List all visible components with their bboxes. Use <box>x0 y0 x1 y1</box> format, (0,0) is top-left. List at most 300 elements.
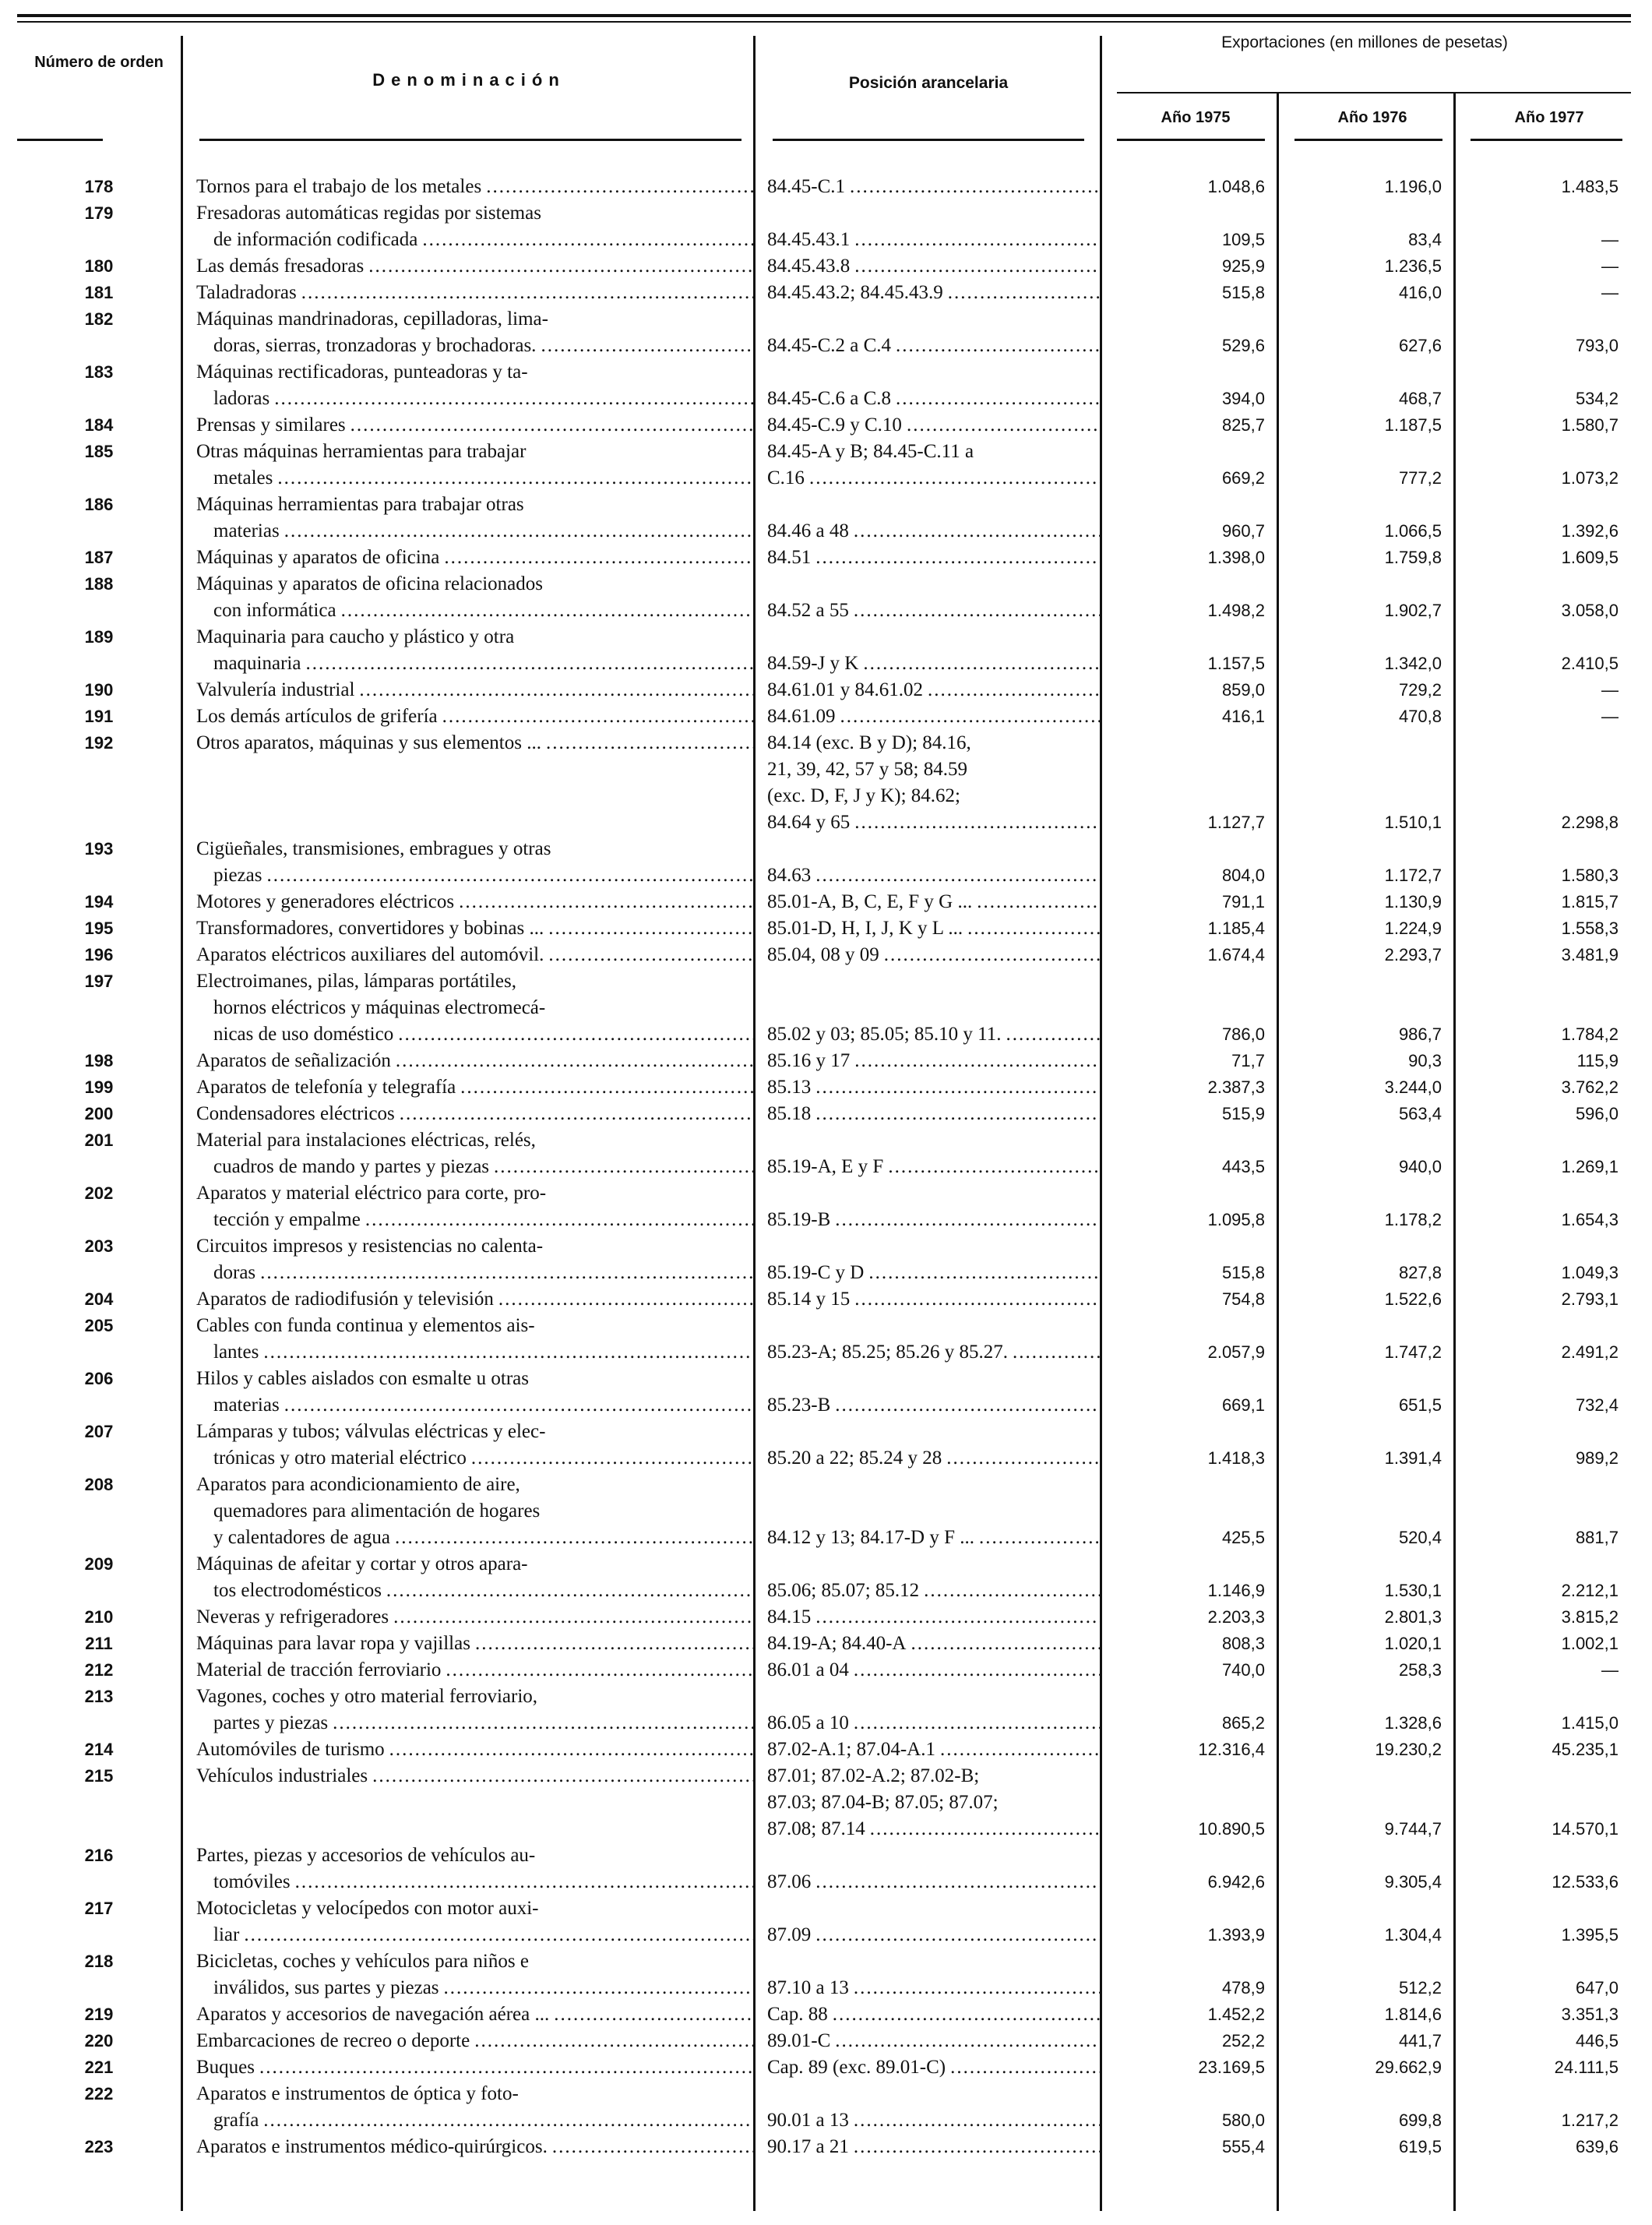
value-cell <box>1277 836 1453 889</box>
value-1976: 651,5 <box>1398 1395 1442 1415</box>
value-cell <box>1277 730 1453 836</box>
top-rule-thin <box>17 21 1631 23</box>
table-row <box>17 1180 1631 1233</box>
table-row <box>17 412 1631 439</box>
row-number: 220 <box>84 2031 114 2050</box>
value-1975: 669,1 <box>1221 1395 1265 1415</box>
posicion-line: 85.01-D, H, I, J, K y L ... <box>767 918 963 939</box>
row-denominacion <box>181 412 753 439</box>
denominacion-line: Aparatos de radiodifusión y televisión <box>196 1289 494 1310</box>
value-1977: 1.558,3 <box>1561 919 1619 938</box>
row-posicion <box>753 280 1100 306</box>
row-number: 184 <box>84 415 114 435</box>
row-number: 216 <box>84 1846 114 1865</box>
dot-leader <box>365 1207 753 1233</box>
row-posicion <box>753 2054 1100 2081</box>
value-1977: 2.793,1 <box>1561 1289 1619 1309</box>
row-posicion <box>753 1551 1100 1604</box>
value-cell <box>1100 2028 1277 2054</box>
row-posicion <box>753 1895 1100 1948</box>
dot-leader <box>277 465 753 492</box>
dot-leader <box>950 2054 1100 2081</box>
spacer <box>767 836 1100 862</box>
value-1976: 699,8 <box>1398 2110 1442 2130</box>
denominacion-line: Máquinas mandrinadoras, cepilladoras, lima- <box>196 309 548 330</box>
value-cell <box>1100 1551 1277 1604</box>
value-cell <box>1277 412 1453 439</box>
denominacion-line: Prensas y similares <box>196 414 346 435</box>
row-posicion <box>753 1366 1100 1419</box>
value-1975: 394,0 <box>1221 389 1265 408</box>
denominacion-line: materias <box>213 1395 280 1416</box>
value-cell <box>1453 1737 1630 1763</box>
spacer <box>767 1551 1100 1578</box>
value-1975: 6.942,6 <box>1207 1872 1265 1892</box>
year-1976-header: Año 1976 <box>1337 109 1407 126</box>
row-denominacion <box>181 492 753 545</box>
value-cell <box>1277 915 1453 942</box>
row-number: 193 <box>84 839 114 859</box>
denominacion-line: Embarcaciones de recreo o deporte <box>196 2030 470 2051</box>
value-cell <box>1100 1048 1277 1074</box>
value-cell <box>1100 2081 1277 2134</box>
row-denominacion <box>181 2081 753 2134</box>
value-1976: 1.304,4 <box>1384 1925 1442 1945</box>
dot-leader <box>854 1048 1100 1074</box>
value-cell <box>1277 1180 1453 1233</box>
value-1977: 3.762,2 <box>1561 1077 1619 1097</box>
table-row <box>17 1233 1631 1286</box>
denominacion-line: tección y empalme <box>213 1209 361 1230</box>
dot-leader <box>863 651 1100 677</box>
denominacion-line: cuadros de mando y partes y piezas <box>213 1156 490 1177</box>
value-1975: 960,7 <box>1221 521 1265 541</box>
value-1975: 791,1 <box>1221 892 1265 912</box>
value-1975: 925,9 <box>1221 256 1265 276</box>
value-1976: 1.510,1 <box>1384 813 1442 832</box>
table-row <box>17 571 1631 624</box>
row-posicion <box>753 1127 1100 1180</box>
value-cell <box>1277 1842 1453 1895</box>
dot-leader <box>854 2107 1100 2134</box>
value-1975: 10.890,5 <box>1198 1819 1265 1839</box>
row-posicion <box>753 1657 1100 1684</box>
year-1977-header: Año 1977 <box>1514 109 1584 126</box>
value-1977: 732,4 <box>1575 1395 1619 1415</box>
dot-leader <box>422 227 753 253</box>
posicion-line: 87.03; 87.04-B; 87.05; 87.07; <box>767 1792 999 1813</box>
value-cell <box>1277 1657 1453 1684</box>
row-number: 182 <box>84 309 114 329</box>
value-cell <box>1277 200 1453 253</box>
value-cell <box>1100 942 1277 968</box>
dot-leader <box>854 598 1100 624</box>
spacer <box>767 306 1100 333</box>
value-1977: — <box>1601 256 1619 276</box>
table-row <box>17 1127 1631 1180</box>
spacer <box>767 624 1100 651</box>
value-1977: 1.784,2 <box>1561 1024 1619 1044</box>
spacer <box>767 1366 1100 1392</box>
posicion-line: 85.19-B <box>767 1209 831 1230</box>
denominacion-line: Vehículos industriales <box>196 1765 368 1786</box>
row-number: 192 <box>84 733 114 753</box>
dot-leader <box>386 1578 753 1604</box>
value-cell <box>1100 1233 1277 1286</box>
spacer <box>767 2081 1100 2107</box>
value-1975: 786,0 <box>1221 1024 1265 1044</box>
value-cell <box>1453 1895 1630 1948</box>
denominacion-line: con informática <box>213 600 336 621</box>
row-posicion <box>753 492 1100 545</box>
value-1976: 1.814,6 <box>1384 2005 1442 2024</box>
table-row <box>17 677 1631 703</box>
value-cell <box>1277 306 1453 359</box>
value-cell <box>1277 1048 1453 1074</box>
dot-leader <box>815 862 1100 889</box>
value-cell <box>1277 439 1453 492</box>
posicion-line: Cap. 89 (exc. 89.01-C) <box>767 2057 946 2078</box>
row-number: 201 <box>84 1130 114 1150</box>
value-1976: 441,7 <box>1398 2031 1442 2050</box>
table-row <box>17 1286 1631 1313</box>
value-1976: 9.305,4 <box>1384 1872 1442 1892</box>
denominacion-line: Taladradoras <box>196 282 297 303</box>
row-posicion <box>753 253 1100 280</box>
value-1977: 1.073,2 <box>1561 468 1619 488</box>
posicion-line: 84.45.43.2; 84.45.43.9 <box>767 282 943 303</box>
row-number: 217 <box>84 1899 114 1918</box>
value-cell <box>1453 1684 1630 1737</box>
value-1976: 9.744,7 <box>1384 1819 1442 1839</box>
spacer <box>767 968 1100 995</box>
denominacion-line: hornos eléctricos y máquinas electromecá- <box>213 997 546 1018</box>
header-bottom-rule <box>1471 139 1622 141</box>
denominacion-line: Vagones, coches y otro material ferroviario, <box>196 1686 538 1707</box>
posicion-line: 84.63 <box>767 865 812 886</box>
dot-leader <box>266 862 753 889</box>
row-posicion <box>753 1419 1100 1472</box>
value-cell <box>1100 1631 1277 1657</box>
posicion-line: 84.46 a 48 <box>767 520 849 541</box>
value-cell <box>1453 2134 1630 2160</box>
dot-leader <box>884 942 1100 968</box>
dot-leader <box>305 651 753 677</box>
denominacion-line: Máquinas y aparatos de oficina relacionados <box>196 573 543 594</box>
value-cell <box>1277 1763 1453 1842</box>
table-row <box>17 624 1631 677</box>
row-posicion <box>753 915 1100 942</box>
table-row <box>17 2134 1631 2160</box>
table-row <box>17 915 1631 942</box>
value-cell <box>1277 280 1453 306</box>
value-cell <box>1100 703 1277 730</box>
denominacion-line: Circuitos impresos y resistencias no calenta- <box>196 1236 544 1257</box>
value-cell <box>1100 306 1277 359</box>
value-cell <box>1277 2001 1453 2028</box>
posicion-line: 84.15 <box>767 1606 812 1627</box>
value-1977: 1.580,7 <box>1561 415 1619 435</box>
row-denominacion <box>181 1233 753 1286</box>
row-posicion <box>753 942 1100 968</box>
row-denominacion <box>181 1101 753 1127</box>
row-number: 179 <box>84 203 114 223</box>
dot-leader <box>854 1657 1100 1684</box>
row-number: 206 <box>84 1369 114 1388</box>
value-1975: 1.393,9 <box>1207 1925 1265 1945</box>
row-number: 181 <box>84 283 114 302</box>
value-cell <box>1277 571 1453 624</box>
row-number: 215 <box>84 1766 114 1786</box>
dot-leader <box>263 1339 753 1366</box>
value-cell <box>1100 545 1277 571</box>
table-row <box>17 280 1631 306</box>
denominacion-line: Material para instalaciones eléctricas, relés, <box>196 1130 536 1151</box>
value-cell <box>1453 1551 1630 1604</box>
denominacion-line: doras <box>213 1262 256 1283</box>
value-cell <box>1100 1074 1277 1101</box>
dot-leader <box>815 1869 1100 1895</box>
table-row <box>17 1074 1631 1101</box>
value-cell <box>1100 1737 1277 1763</box>
denominacion-line: Bicicletas, coches y vehículos para niños e <box>196 1951 529 1972</box>
value-1977: 1.654,3 <box>1561 1210 1619 1229</box>
dot-leader <box>946 1445 1100 1472</box>
posicion-line: 85.23-B <box>767 1395 831 1416</box>
dot-leader <box>835 1392 1100 1419</box>
row-denominacion <box>181 1366 753 1419</box>
row-posicion <box>753 1048 1100 1074</box>
value-1976: 986,7 <box>1398 1024 1442 1044</box>
dot-leader <box>301 280 753 306</box>
value-1975: 669,2 <box>1221 468 1265 488</box>
row-posicion <box>753 703 1100 730</box>
row-denominacion <box>181 1180 753 1233</box>
spacer <box>767 1684 1100 1710</box>
row-denominacion <box>181 306 753 359</box>
value-1975: 416,1 <box>1221 707 1265 726</box>
value-1976: 1.224,9 <box>1384 919 1442 938</box>
row-number: 207 <box>84 1422 114 1441</box>
value-cell <box>1277 2054 1453 2081</box>
table-row <box>17 2054 1631 2081</box>
row-number: 189 <box>84 627 114 647</box>
denominacion-line: Cables con funda continua y elementos ais- <box>196 1315 535 1336</box>
posicion-line: 84.45.43.8 <box>767 256 851 277</box>
dot-leader <box>888 1154 1100 1180</box>
table-row <box>17 968 1631 1048</box>
denominacion-line: Las demás fresadoras <box>196 256 365 277</box>
value-cell <box>1100 968 1277 1048</box>
dot-leader <box>979 1525 1100 1551</box>
table-row <box>17 1684 1631 1737</box>
row-posicion <box>753 359 1100 412</box>
row-denominacion <box>181 359 753 412</box>
row-posicion <box>753 439 1100 492</box>
denominacion-line: Aparatos y material eléctrico para corte, pro- <box>196 1183 547 1204</box>
row-posicion <box>753 624 1100 677</box>
table-row <box>17 1842 1631 1895</box>
row-posicion <box>753 836 1100 889</box>
value-1975: 754,8 <box>1221 1289 1265 1309</box>
dot-leader <box>459 889 753 915</box>
value-cell <box>1100 174 1277 200</box>
row-posicion <box>753 2001 1100 2028</box>
posicion-line: 86.01 a 04 <box>767 1659 849 1680</box>
row-number: 194 <box>84 892 114 912</box>
dot-leader <box>395 1525 753 1551</box>
denominacion-line: Máquinas para lavar ropa y vajillas <box>196 1633 470 1654</box>
dot-leader <box>854 518 1100 545</box>
posicion-line: 84.14 (exc. B y D); 84.16, <box>767 732 971 753</box>
value-1976: 19.230,2 <box>1375 1740 1442 1759</box>
value-cell <box>1277 942 1453 968</box>
value-1976: 1.130,9 <box>1384 892 1442 912</box>
value-1977: 1.483,5 <box>1561 177 1619 196</box>
table-row <box>17 439 1631 492</box>
row-number: 196 <box>84 945 114 964</box>
denominacion-line: Máquinas y aparatos de oficina <box>196 547 440 568</box>
dot-leader <box>854 227 1100 253</box>
row-posicion <box>753 677 1100 703</box>
value-1977: 1.580,3 <box>1561 866 1619 885</box>
row-number: 190 <box>84 680 114 700</box>
value-cell <box>1100 730 1277 836</box>
posicion-line: 90.01 a 13 <box>767 2110 849 2131</box>
row-denominacion <box>181 439 753 492</box>
spacer <box>767 1498 1100 1525</box>
posicion-line: 84.45-C.9 y C.10 <box>767 414 902 435</box>
posicion-line: 84.12 y 13; 84.17-D y F ... <box>767 1527 974 1548</box>
table-row <box>17 2001 1631 2028</box>
value-1975: 740,0 <box>1221 1660 1265 1680</box>
denominacion-line: Aparatos y accesorios de navegación aérea ... <box>196 2004 550 2025</box>
row-denominacion <box>181 915 753 942</box>
spacer <box>767 1895 1100 1922</box>
denominacion-line: ladoras <box>213 388 270 409</box>
table-row <box>17 2028 1631 2054</box>
dot-leader <box>815 1922 1100 1948</box>
value-1976: 1.759,8 <box>1384 548 1442 567</box>
denominacion-line: Motocicletas y velocípedos con motor auxi- <box>196 1898 539 1919</box>
row-posicion <box>753 200 1100 253</box>
value-1977: 446,5 <box>1575 2031 1619 2050</box>
table-row <box>17 253 1631 280</box>
table-row <box>17 1657 1631 1684</box>
row-denominacion <box>181 1657 753 1684</box>
row-number: 214 <box>84 1740 114 1759</box>
denominacion-line: maquinaria <box>213 653 301 674</box>
header-bottom-rule <box>17 139 103 141</box>
posicion-line: 85.14 y 15 <box>767 1289 851 1310</box>
dot-leader <box>896 333 1100 359</box>
denominacion-line: Aparatos e instrumentos médico-quirúrgicos. <box>196 2136 548 2157</box>
value-1977: 1.002,1 <box>1561 1634 1619 1653</box>
spacer <box>767 1180 1100 1207</box>
value-1977: 14.570,1 <box>1552 1819 1619 1839</box>
value-cell <box>1100 677 1277 703</box>
value-cell <box>1453 942 1630 968</box>
denominacion-line: doras, sierras, tronzadoras y brochadoras. <box>213 335 537 356</box>
value-cell <box>1453 412 1630 439</box>
denominacion-line: Máquinas de afeitar y cortar y otros apara- <box>196 1553 528 1574</box>
value-cell <box>1277 1472 1453 1551</box>
dot-leader <box>475 1631 753 1657</box>
dot-leader <box>372 1763 753 1790</box>
dot-leader <box>854 809 1100 836</box>
value-1976: 777,2 <box>1398 468 1442 488</box>
row-posicion <box>753 1313 1100 1366</box>
row-denominacion <box>181 1948 753 2001</box>
row-posicion <box>753 174 1100 200</box>
denominacion-line: Otros aparatos, máquinas y sus elementos ... <box>196 732 541 753</box>
row-posicion <box>753 1763 1100 1842</box>
row-denominacion <box>181 889 753 915</box>
posicion-line: 85.19-C y D <box>767 1262 865 1283</box>
row-denominacion <box>181 1604 753 1631</box>
dot-leader <box>359 677 753 703</box>
denominacion-line: Neveras y refrigeradores <box>196 1606 389 1627</box>
value-cell <box>1453 1419 1630 1472</box>
row-denominacion <box>181 730 753 836</box>
value-1977: 1.217,2 <box>1561 2110 1619 2130</box>
dot-leader <box>854 1286 1100 1313</box>
row-number: 199 <box>84 1077 114 1097</box>
denominacion-line: Buques <box>196 2057 255 2078</box>
row-number: 180 <box>84 256 114 276</box>
value-cell <box>1453 1631 1630 1657</box>
header-bottom-rule <box>199 139 741 141</box>
denominacion-line: Valvulería industrial <box>196 679 355 700</box>
value-cell <box>1453 1286 1630 1313</box>
row-posicion <box>753 1948 1100 2001</box>
denominacion-line: Condensadores eléctricos <box>196 1103 395 1124</box>
value-cell <box>1277 1233 1453 1286</box>
row-posicion <box>753 1842 1100 1895</box>
row-denominacion <box>181 174 753 200</box>
denominacion-line: Otras máquinas herramientas para trabajar <box>196 441 527 462</box>
value-1975: 1.674,4 <box>1207 945 1265 964</box>
value-cell <box>1453 1048 1630 1074</box>
value-1977: — <box>1601 1660 1619 1680</box>
table-row <box>17 1313 1631 1366</box>
row-number: 204 <box>84 1289 114 1309</box>
value-cell <box>1453 1842 1630 1895</box>
dot-leader <box>259 2054 753 2081</box>
value-1977: 596,0 <box>1575 1104 1619 1123</box>
value-1976: 1.902,7 <box>1384 601 1442 620</box>
value-1976: 2.801,3 <box>1384 1607 1442 1627</box>
dot-leader <box>1013 1339 1100 1366</box>
dot-leader <box>274 386 753 412</box>
row-denominacion <box>181 703 753 730</box>
value-cell <box>1100 412 1277 439</box>
dot-leader <box>548 942 753 968</box>
value-cell <box>1100 253 1277 280</box>
value-1976: 520,4 <box>1398 1528 1442 1547</box>
value-1976: 468,7 <box>1398 389 1442 408</box>
denominacion-line: Material de tracción ferroviario <box>196 1659 442 1680</box>
table-row <box>17 703 1631 730</box>
row-posicion <box>753 306 1100 359</box>
value-1976: 29.662,9 <box>1375 2058 1442 2077</box>
row-number: 218 <box>84 1952 114 1971</box>
posicion-line: 85.13 <box>767 1077 812 1098</box>
row-number: 202 <box>84 1183 114 1203</box>
dot-leader <box>295 1869 753 1895</box>
row-posicion <box>753 1684 1100 1737</box>
table-row <box>17 1895 1631 1948</box>
